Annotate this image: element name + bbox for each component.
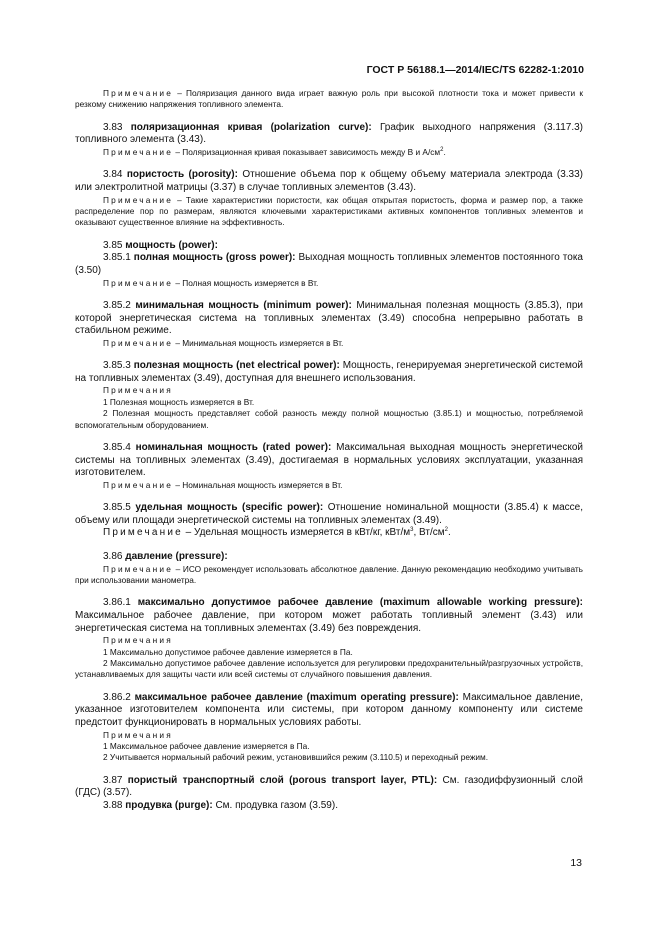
term-3-83: 3.83 поляризационная кривая (polarization curve): График выходного напряжения (3.117.3) топливного элемента (3.43). Примечание – Поляризационная кривая показывает зависимость между В и $А/см^2$.	[75, 121, 583, 157]
term-3-84: 3.84 пористость (porosity): Отношение объема пор к общему объему материала электрода (3.33) или электролитной матрицы (3.37) в случае топливных элементов (3.43). Примечание – Такие характеристики пористости, как общая открытая пористость, форма и размер пор, а также распределение пор по размерам, являются ключевыми характеристиками активных компонентов топливных элементов и оказывают существенное влияние на эффективность.	[75, 169, 584, 228]
notes-label: Примечания	[103, 729, 173, 740]
note: Примечание – Удельная мощность измеряется в кВт/кг, кВт/$м^3$, $Вт/см^2$.	[103, 527, 451, 539]
note-2: 2 Максимально допустимое рабочее давление используется для регулировки предохранительный/разгрузочных устройств, устанавливаемых для защиты части или всей системы от случайного повышения давления.	[75, 657, 583, 680]
note: Примечание – ИСО рекомендует использовать абсолютное давление. Данную рекомендацию необходимо учитывать при использовании манометра.	[75, 563, 584, 585]
term-3-88: 3.88 продувка (purge): См. продувка газом (3.59).	[103, 799, 338, 811]
notes-label: Примечания	[103, 385, 173, 396]
term-name: полная мощность (gross power):	[133, 252, 296, 264]
term-3-85-2: 3.85.2 минимальная мощность (minimum power): Минимальная полезная мощность (3.85.3), при которой энергетическая система на топливных элементах (3.49) способна непрерывно работать в стабильном режиме. Примечание – Минимальная мощность измеряется в Вт.	[75, 300, 583, 348]
note: Примечание – Такие характеристики пористости, как общая открытая пористость, форма и размер пор, а также распределение пор по размерам, являются ключевыми характеристиками активных компонентов топливных элементов и оказывают существенное влияние на эффективность.	[75, 194, 583, 228]
term-3-86-1: 3.86.1 максимально допустимое рабочее давление (maximum allowable working pressure): Максимальное рабочее давление, при котором может работать топливный элемент (3.43) или энергетическая система на топливных элементах (3.49) без повреждения. Примечания 1 Максимально допустимое рабочее давление измеряется в Па. 2 Максимально допустимое рабочее давление используется для регулировки предохранительный/разгрузочных устройств, устанавливаемых для защиты части или всей системы от случайного повышения давления.	[75, 597, 583, 680]
page-number: 13	[570, 857, 582, 869]
term-name: максимальное рабочее давление (maximum operating pressure):	[134, 691, 459, 703]
note-1: 1 Полезная мощность измеряется в Вт.	[103, 396, 255, 407]
term-name: мощность (power):	[125, 239, 218, 251]
document-body	[75, 88, 583, 813]
term-name: пористый транспортный слой (porous transport layer, PTL):	[127, 774, 438, 786]
notes-label: Примечания	[103, 635, 173, 646]
term-3-86-2: 3.86.2 максимальное рабочее давление (maximum operating pressure): Максимальное давление, указанное изготовителем компонента или системы, при котором данному компоненту или системе предстоит функционировать в нормальных условиях работы. Примечания 1 Максимальное рабочее давление измеряется в Па. 2 Учитывается нормальный рабочий режим, установившийся режим (3.110.5) и переходный режим.	[75, 691, 583, 763]
term-name: пористость (porosity):	[126, 169, 238, 181]
note-2: 2 Полезная мощность представляет собой разность между полной мощностью (3.85.1) и мощностью, потребляемой вспомогательным оборудованием.	[75, 408, 583, 430]
term-name: продувка (purge):	[125, 799, 213, 811]
term-3-86: 3.86 давление (pressure): Примечание – ИСО рекомендует использовать абсолютное давление. Данную рекомендацию необходимо учитывать при использовании манометра.	[75, 550, 584, 585]
term-name: полезная мощность (net electrical power):	[133, 360, 340, 372]
term-name: минимальная мощность (minimum power):	[135, 300, 352, 311]
note: Примечание – Полная мощность измеряется в Вт.	[103, 277, 319, 288]
note: Примечание – Минимальная мощность измеряется в Вт.	[103, 337, 344, 348]
term-3-85-4: 3.85.4 номинальная мощность (rated power): Максимальная выходная мощность энергетической системы на топливных элементах (3.49), достигаемая в нормальных условиях эксплуатации, указанная изготовителем. Примечание – Номинальная мощность измеряется в Вт.	[75, 442, 584, 490]
term-3-87: 3.87 пористый транспортный слой (porous transport layer, PTL): См. газодиффузионный слой (ГДС) (3.57).	[75, 774, 584, 799]
term-name: номинальная мощность (rated power):	[135, 442, 332, 453]
note: Примечание – Поляризационная кривая показывает зависимость между В и $А/см^2$.	[103, 147, 446, 157]
term-name: давление (pressure):	[125, 550, 228, 562]
note-1: 1 Максимально допустимое рабочее давление измеряется в Па.	[103, 646, 353, 657]
term-3-85-1: 3.85.1 полная мощность (gross power): Выходная мощность топливных элементов постоянного тока (3.50) Примечание – Полная мощность измеряется в Вт.	[75, 252, 583, 288]
note-polarization: Примечание – Поляризация данного вида играет важную роль при высокой плотности тока и может привести к резкому снижению напряжения топливного элемента.	[75, 88, 583, 110]
note-1: 1 Максимальное рабочее давление измеряется в Па.	[103, 740, 310, 751]
document-header: ГОСТ Р 56188.1—2014/IEC/TS 62282-1:2010	[366, 64, 584, 76]
term-name: поляризационная кривая (polarization curve):	[130, 121, 372, 133]
note-2: 2 Учитывается нормальный рабочий режим, установившийся режим (3.110.5) и переходный режим.	[103, 752, 489, 763]
note: Примечание – Номинальная мощность измеряется в Вт.	[103, 479, 343, 490]
term-3-85: 3.85 мощность (power):	[103, 239, 218, 251]
term-name: удельная мощность (specific power):	[135, 502, 324, 514]
term-3-85-5: 3.85.5 удельная мощность (specific power): Отношение номинальной мощности (3.85.4) к массе, объему или площади энергетической системы на топливных элементах (3.49). Примечание – Удельная мощность измеряется в кВт/кг, кВт/$м^3$, $Вт/см^2$.	[75, 502, 583, 539]
term-name: максимально допустимое рабочее давление (maximum allowable working pressure):	[137, 597, 583, 609]
term-3-85-3: 3.85.3 полезная мощность (net electrical power): Мощность, генерируемая энергетической системой на топливных элементах (3.49), доступная для внешнего использования. Примечания 1 Полезная мощность измеряется в Вт. 2 Полезная мощность представляет собой разность между полной мощностью (3.85.1) и мощностью, потребляемой вспомогательным оборудованием.	[75, 360, 583, 430]
